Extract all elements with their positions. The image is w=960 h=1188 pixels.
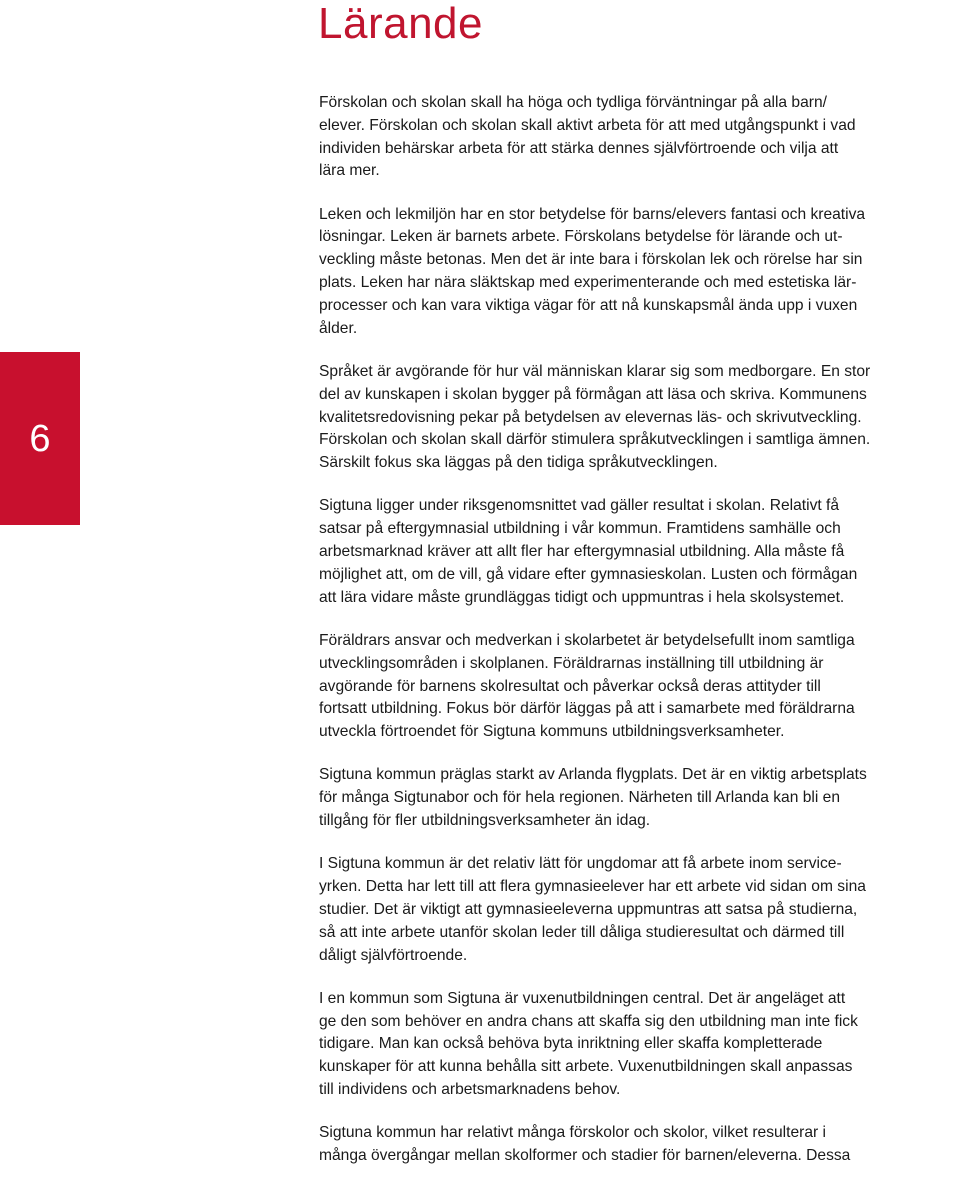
chapter-tab [0,352,80,525]
paragraph-adult-education: I en kommun som Sigtuna är vuxenutbildningen central. Det är angeläget att ge den som behöver en andra chans att skaffa sig den utbildning man inte fick tidigare. Man kan också behöva byta inriktning eller skaffa kompletterade kunskaper för att kunna behålla sitt arbete. Vuxenutbildningen skall anpassas till individens och arbetsmarknadens behov. [319,989,858,1098]
paragraph-play: Leken och lekmiljön har en stor betydelse för barns/elevers fantasi och kreativa lösningar. Leken är barnets arbete. Förskolans betydelse för lärande och ut- veckling måste betonas. Men det är inte bara i förskolan lek och rörelse har sin plats. Leken har nära släktskap med experimenterande och med estetiska lär- processer och kan vara viktiga vägar för att nå kunskapsmål ända upp i vuxen ålder. [319,205,866,337]
paragraph-learning-expectations: Förskolan och skolan skall ha höga och tydliga förväntningar på alla barn/ elever. Förskolan och skolan skall aktivt arbeta för att med utgångspunkt i vad individen behärskar arbeta för att stärka dennes självförtroende och vilja att lära mer. [319,94,856,180]
paragraph-arlanda: Sigtuna kommun präglas starkt av Arlanda flygplats. Det är en viktig arbetsplats för många Sigtunabor och för hela regionen. Närheten till Arlanda kan bli en tillgång för fler utbildningsverksamheter än idag. [319,766,867,830]
paragraph-parents: Föräldrars ansvar och medverkan i skolarbetet är betydelsefullt inom samtliga utvecklingsområden i skolplanen. Föräldrarnas inställning till utbildning är avgörande för barnens skolresultat och påverkar också deras attityder till fortsatt utbildning. Fokus bör därför läggas på att i samarbete med föräldrarna utveckla förtroendet för Sigtuna kommuns utbildningsverksamheter. [319,631,855,741]
paragraph-transitions: Sigtuna kommun har relativt många förskolor och skolor, vilket resulterar i många övergångar mellan skolformer och stadier för barnen/eleverna. Dessa [319,1124,851,1165]
paragraph-language: Språket är avgörande för hur väl människan klarar sig som medborgare. En stor del av kunskapen i skolan bygger på förmågan att läsa och skriva. Kommunens kvalitetsredovisning pekar på betydelsen av elevernas läs- och skrivutveckling. Förskolan och skolan skall därför stimulera språkutvecklingen i samtliga ämnen. Särskilt fokus ska läggas på den tidiga språkutvecklingen. [319,362,871,472]
paragraph-results: Sigtuna ligger under riksgenomsnittet vad gäller resultat i skolan. Relativt få satsar på eftergymnasial utbildning i vår kommun. Framtidens samhälle och arbetsmarknad kräver att allt fler har eftergymnasial utbildning. Alla måste få möjlighet att, om de vill, gå vidare efter gymnasieskolan. Lusten och förmågan att lära vidare måste grundläggas tidigt och uppmuntras i hela skolsystemet. [319,497,858,606]
paragraph-youth-work: I Sigtuna kommun är det relativ lätt för ungdomar att få arbete inom service- yrken. Detta har lett till att flera gymnasieelever har ett arbete vid sidan om sina studier. Det är viktigt att gymnasieeleverna uppmuntras att satsa på studierna, så att inte arbete utanför skolan leder till dåliga studieresultat och därmed till dåligt självförtroende. [319,855,866,964]
page-title: Lärande [318,0,483,48]
chapter-number: 6 [29,417,51,460]
body-text [319,92,960,1188]
